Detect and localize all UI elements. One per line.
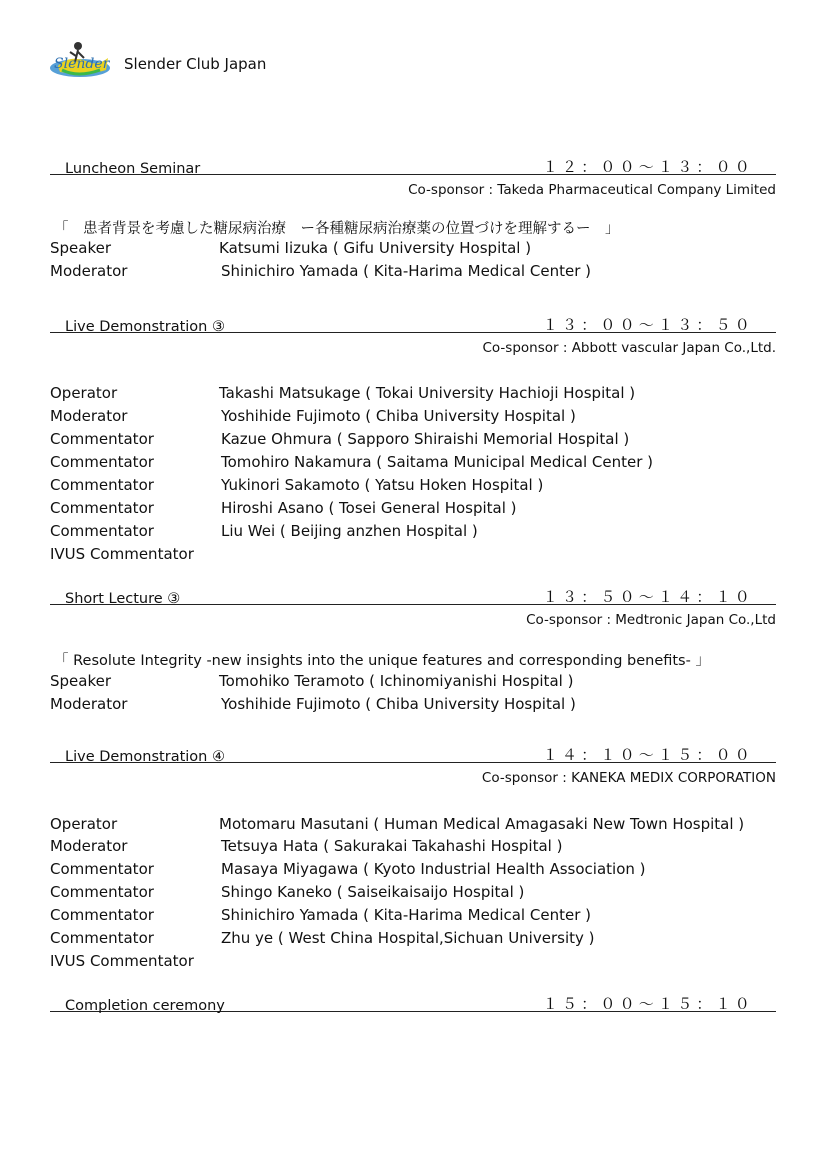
- role-label: Commentator: [50, 499, 154, 517]
- section-time: １４：１０～１５：００: [542, 746, 754, 764]
- program-row: [50, 883, 776, 906]
- organization-name: Slender Club Japan: [124, 55, 267, 73]
- person-name: Shinichiro Yamada ( Kita-Harima Medical Center ): [221, 262, 591, 280]
- program-row: [50, 522, 776, 545]
- program-row: [50, 453, 776, 476]
- program-row: [50, 929, 776, 952]
- cosponsor-text: Co-sponsor : Abbott vascular Japan Co.,Ltd.: [482, 340, 776, 356]
- section-title: Luncheon Seminar: [65, 161, 201, 177]
- section-header: [50, 991, 776, 1012]
- person-name: Liu Wei ( Beijing anzhen Hospital ): [221, 522, 478, 540]
- role-label: Commentator: [50, 883, 154, 901]
- section-header: [50, 312, 776, 333]
- role-label: Commentator: [50, 453, 154, 471]
- role-label: Commentator: [50, 929, 154, 947]
- person-name: Yoshihide Fujimoto ( Chiba University Hospital ): [221, 407, 576, 425]
- program-row: [50, 239, 776, 262]
- section-title: Completion ceremony: [65, 998, 225, 1014]
- role-label: Commentator: [50, 522, 154, 540]
- section-header: [50, 742, 776, 763]
- person-name: Tetsuya Hata ( Sakurakai Takahashi Hospital ): [221, 837, 563, 855]
- role-label: Speaker: [50, 239, 112, 257]
- role-label: Commentator: [50, 476, 154, 494]
- section-time: １２：００～１３：００: [542, 158, 754, 176]
- section-completion-ceremony: [50, 991, 776, 1012]
- program-row: [50, 430, 776, 453]
- section-live-demonstration-3: [50, 312, 776, 563]
- role-label: Commentator: [50, 860, 154, 878]
- section-header: [50, 584, 776, 605]
- person-name: Tomohiko Teramoto ( Ichinomiyanishi Hospital ): [219, 672, 574, 690]
- program-row: [50, 695, 776, 718]
- program-row: [50, 672, 776, 695]
- role-label: Moderator: [50, 407, 128, 425]
- person-name: Kazue Ohmura ( Sapporo Shiraishi Memorial Hospital ): [221, 430, 630, 448]
- section-short-lecture-3: [50, 584, 776, 713]
- person-name: Shingo Kaneko ( Saiseikaisaijo Hospital ): [221, 883, 525, 901]
- slender-club-logo: [48, 36, 112, 84]
- person-name: Katsumi Iizuka ( Gifu University Hospital ): [219, 239, 532, 257]
- section-luncheon-seminar: [50, 154, 776, 280]
- person-name: Yoshihide Fujimoto ( Chiba University Hospital ): [221, 695, 576, 713]
- lecture-topic: 「 Resolute Integrity -new insights into the unique features and corresponding benefits- 」: [54, 653, 710, 669]
- role-label: Operator: [50, 815, 118, 833]
- person-name: Masaya Miyagawa ( Kyoto Industrial Health Association ): [221, 860, 646, 878]
- program-row: [50, 860, 776, 883]
- person-name: Zhu ye ( West China Hospital,Sichuan University ): [221, 929, 595, 947]
- svg-text:Slender: Slender: [54, 56, 110, 72]
- program-row: [50, 545, 776, 568]
- person-name: Takashi Matsukage ( Tokai University Hachioji Hospital ): [219, 384, 636, 402]
- program-row: [50, 384, 776, 407]
- cosponsor-text: Co-sponsor : Medtronic Japan Co.,Ltd: [526, 612, 776, 628]
- role-label: IVUS Commentator: [50, 952, 194, 970]
- program-row: [50, 952, 776, 975]
- section-time: １３：５０～１４：１０: [542, 588, 754, 606]
- section-time: １３：００～１３：５０: [542, 316, 754, 334]
- role-label: Moderator: [50, 262, 128, 280]
- role-label: Operator: [50, 384, 118, 402]
- person-name: Shinichiro Yamada ( Kita-Harima Medical Center ): [221, 906, 591, 924]
- program-row: [50, 407, 776, 430]
- cosponsor-text: Co-sponsor : KANEKA MEDIX CORPORATION: [481, 770, 776, 786]
- section-title: Live Demonstration ④: [65, 749, 225, 765]
- person-name: Hiroshi Asano ( Tosei General Hospital ): [221, 499, 517, 517]
- section-header: [50, 154, 776, 175]
- role-label: Commentator: [50, 906, 154, 924]
- role-label: Commentator: [50, 430, 154, 448]
- role-label: Moderator: [50, 695, 128, 713]
- program-row: [50, 476, 776, 499]
- section-live-demonstration-4: [50, 742, 776, 970]
- person-name: Yukinori Sakamoto ( Yatsu Hoken Hospital ): [221, 476, 544, 494]
- program-row: [50, 906, 776, 929]
- section-title: Live Demonstration ③: [65, 319, 225, 335]
- section-time: １５：００～１５：１０: [542, 995, 754, 1013]
- program-row: [50, 262, 776, 285]
- program-row: [50, 499, 776, 522]
- section-title: Short Lecture ③: [65, 591, 181, 607]
- person-name: Motomaru Masutani ( Human Medical Amagasaki New Town Hospital ): [219, 815, 745, 833]
- role-label: Moderator: [50, 837, 128, 855]
- program-row: [50, 837, 776, 860]
- cosponsor-text: Co-sponsor : Takeda Pharmaceutical Company Limited: [408, 182, 776, 198]
- lecture-topic: 「 患者背景を考慮した糖尿病治療 ー各種糖尿病治療薬の位置づけを理解するー 」: [54, 221, 620, 237]
- role-label: Speaker: [50, 672, 112, 690]
- person-name: Tomohiro Nakamura ( Saitama Municipal Medical Center ): [221, 453, 653, 471]
- role-label: IVUS Commentator: [50, 545, 194, 563]
- program-row: [50, 815, 776, 838]
